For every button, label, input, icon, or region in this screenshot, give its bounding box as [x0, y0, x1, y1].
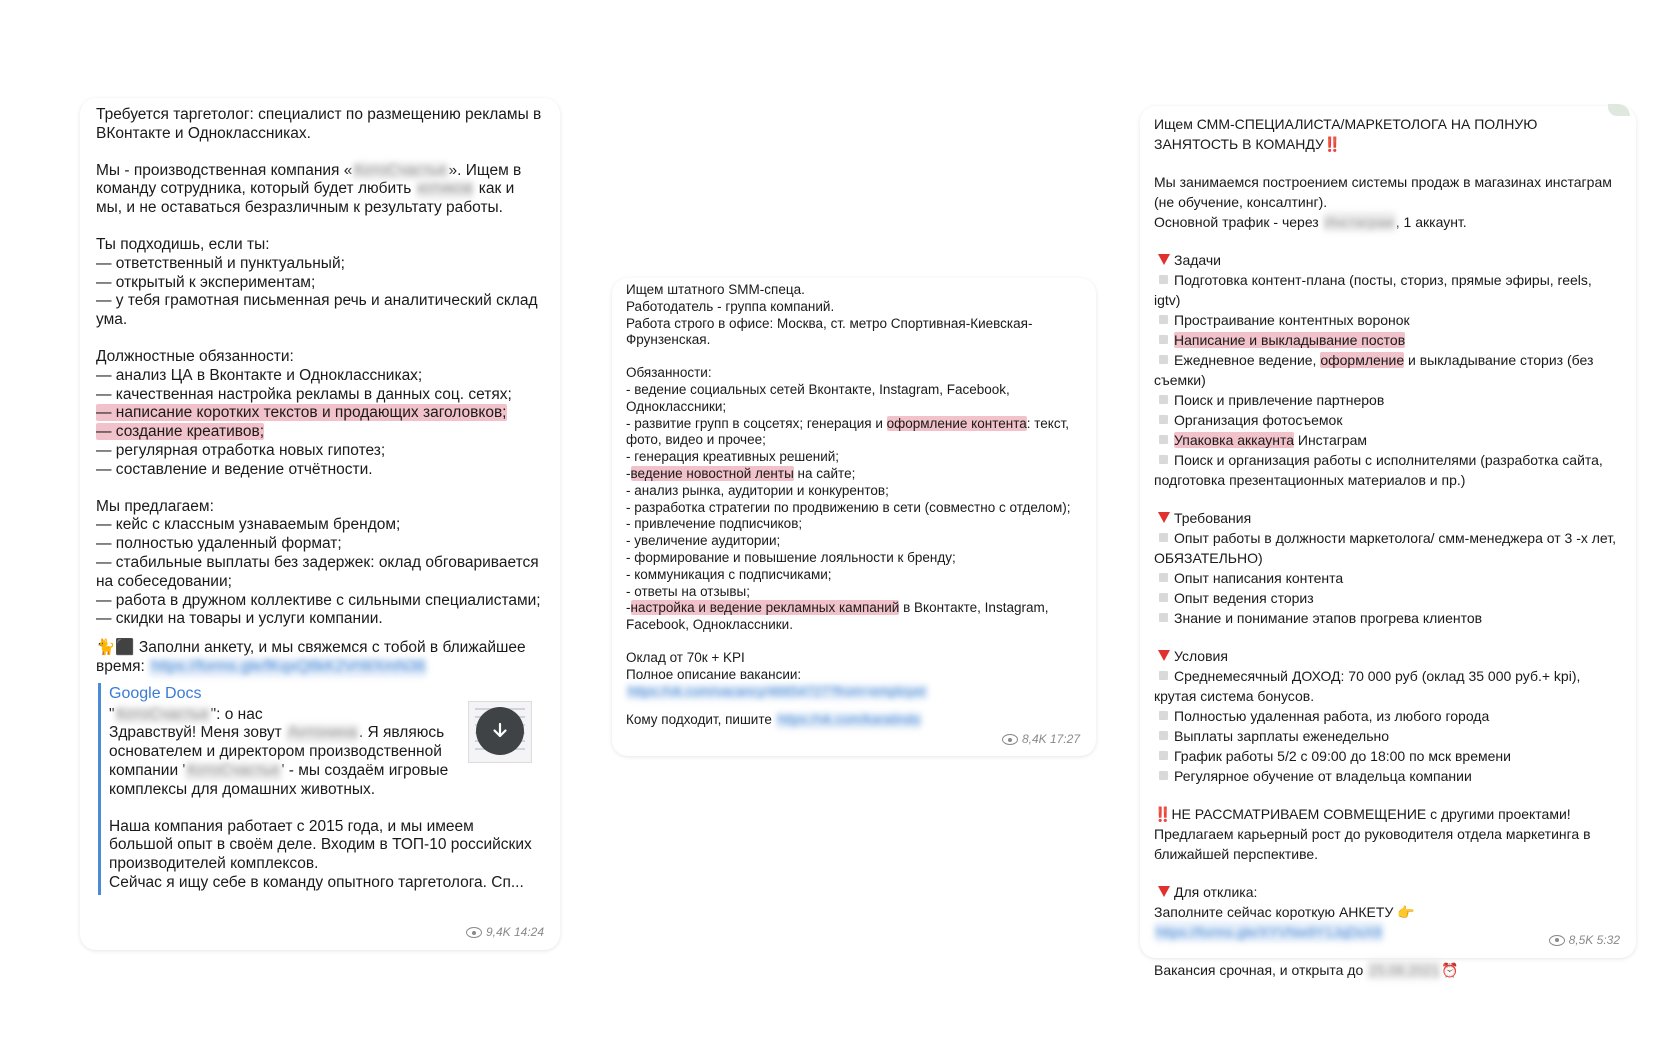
- form-link[interactable]: https://forms.gle/fKqxQ8kK2VrWXmN36: [151, 657, 426, 675]
- square-bullet-icon: [1159, 751, 1168, 760]
- square-bullet-icon: [1159, 355, 1168, 364]
- square-bullet-icon: [1159, 613, 1168, 622]
- highlighted-text: настройка и ведение рекламных кампаний: [630, 600, 900, 616]
- highlighted-text: — написание коротких текстов и продающих заголовков;: [96, 404, 507, 422]
- post-text: ‼️НЕ РАССМАТРИВАЕМ СОВМЕЩЕНИЕ с другими проектами!: [1154, 806, 1571, 822]
- list-item: Опыт написания контента: [1154, 568, 1622, 588]
- section-header: Требования: [1154, 508, 1622, 528]
- post-text: Предлагаем карьерный рост до руководителя отдела маркетинга в ближайшей перспективе.: [1154, 826, 1591, 862]
- post-text: Работодатель - группа компаний.: [626, 298, 835, 314]
- post-text: Мы - производственная компания « КотоСчастье ». Ищем в команду сотрудника, который будет любить котиков как и мы, и не оставаться безразличным к результату работы.: [96, 161, 522, 217]
- vacancy-post-smm: [612, 278, 1096, 756]
- section-header: Условия: [1154, 646, 1622, 666]
- highlighted-text: Упаковка аккаунта: [1174, 432, 1294, 448]
- post-meta: 9,4K 14:24: [466, 923, 544, 942]
- square-bullet-icon: [1159, 731, 1168, 740]
- square-bullet-icon: [1159, 395, 1168, 404]
- vacancy-link[interactable]: https://vk.com/vacancy/46654727?from=employer: [628, 683, 927, 699]
- section-header: Ты подходишь, если ты:: [96, 235, 270, 253]
- eye-icon: [1549, 935, 1565, 946]
- section-header: Задачи: [1154, 250, 1622, 270]
- black-cat-emoji-icon: 🐈⬛: [96, 639, 135, 657]
- preview-text: Сейчас я ищу себе в команду опытного таргетолога. Сп...: [109, 873, 524, 891]
- list-item: — составление и ведение отчётности.: [96, 460, 373, 478]
- list-item: -настройка и ведение рекламных кампаний в Вконтакте, Instagram, Facebook, Одноклассники.: [626, 600, 1049, 633]
- square-bullet-icon: [1159, 771, 1168, 780]
- list-item: — анализ ЦА в Вконтакте и Одноклассниках;: [96, 366, 423, 384]
- list-item: — полностью удаленный формат;: [96, 535, 342, 553]
- square-bullet-icon: [1159, 711, 1168, 720]
- blurred-text: котиков: [417, 180, 473, 198]
- double-exclamation-icon: ‼️: [1154, 806, 1172, 822]
- square-bullet-icon: [1159, 573, 1168, 582]
- post-text: Ищем штатного SMM-спеца.: [626, 282, 805, 297]
- list-item: - ответы на отзывы;: [626, 583, 750, 599]
- list-item: [96, 423, 544, 442]
- vacancy-post-targetologist: [80, 98, 560, 950]
- preview-text: Наша компания работает с 2015 года, и мы имеем большой опыт в своём деле. Входим в ТОП-10 российских производителей комплексов.: [109, 817, 532, 873]
- pointing-hand-icon: 👉: [1397, 904, 1415, 920]
- list-item: Поиск и организация работы с исполнителями (разработка сайта, подготовка презентационных материалов и пр.): [1154, 452, 1603, 488]
- arrow-down-icon: [490, 721, 510, 741]
- list-item: Знание и понимание этапов прогрева клиентов: [1154, 608, 1622, 628]
- post-text: [626, 684, 1082, 701]
- section-header: Для отклика:: [1154, 882, 1622, 902]
- list-item: — качественная настройка рекламы в данных соц. сетях;: [96, 385, 512, 403]
- list-item: [1154, 330, 1622, 350]
- square-bullet-icon: [1159, 275, 1168, 284]
- red-triangle-icon: [1158, 650, 1170, 661]
- list-item: [96, 404, 544, 423]
- list-item: Упаковка аккаунта Инстаграм: [1154, 430, 1622, 450]
- list-item: Подготовка контент-плана (посты, сториз, прямые эфиры, reels, igtv): [1154, 272, 1592, 308]
- alarm-clock-icon: ⏰: [1441, 962, 1459, 978]
- call-to-action: 🐈⬛ Заполни анкету, и мы свяжемся с тобой в ближайшее время: https://forms.gle/fKqxQ8kK2VrWXmN36: [96, 639, 526, 675]
- red-triangle-icon: [1158, 512, 1170, 523]
- list-item: - анализ рынка, аудитории и конкурентов;: [626, 482, 889, 498]
- list-item: График работы 5/2 с 09:00 до 18:00 по мск времени: [1154, 746, 1622, 766]
- highlighted-text: — создание креативов;: [96, 423, 265, 441]
- preview-title: " КотоСчастье ": о нас: [109, 705, 263, 723]
- list-item: Выплаты зарплаты еженедельно: [1154, 726, 1622, 746]
- list-item: — ответственный и пунктуальный;: [96, 254, 345, 272]
- list-item: Опыт работы в должности маркетолога/ смм-менеджера от 3 -х лет, ОБЯЗАТЕЛЬНО): [1154, 530, 1616, 566]
- red-triangle-icon: [1158, 886, 1170, 897]
- vacancy-post-smm-marketer: [1140, 106, 1636, 978]
- post-text: Основной трафик - через Инстаграм , 1 аккаунт.: [1154, 214, 1467, 230]
- list-item: Опыт ведения сториз: [1154, 588, 1622, 608]
- square-bullet-icon: [1159, 533, 1168, 542]
- post-text: Работа строго в офисе: Москва, ст. метро Спортивная-Киевская-Фрунзенская.: [626, 315, 1033, 348]
- list-item: Прострaивание контентных воронок: [1154, 310, 1622, 330]
- list-item: -ведение новостной ленты на сайте;: [626, 465, 856, 481]
- preview-source: Google Docs: [109, 684, 202, 702]
- list-item: - генерация креативных решений;: [626, 449, 840, 465]
- highlighted-text: оформление: [1320, 352, 1405, 368]
- list-item: - формирование и повышение лояльности к бренду;: [626, 549, 956, 565]
- post-text: Мы занимаемся построением системы продаж в магазинах инстаграм (не обучение, консалтинг).: [1154, 174, 1612, 210]
- list-item: - разработка стратегии по продвижению в сети (совместно с отделом);: [626, 499, 1071, 515]
- section-header: Мы предлагаем:: [96, 497, 214, 515]
- post-text: Требуется таргетолог: специалист по размещению рекламы в ВКонтакте и Одноклассниках.: [96, 106, 542, 142]
- form-link[interactable]: https://forms.gle/XYVNw9Y1JqDsX8: [1156, 924, 1382, 940]
- list-item: Поиск и привлечение партнеров: [1154, 390, 1622, 410]
- red-triangle-icon: [1158, 254, 1170, 265]
- square-bullet-icon: [1159, 671, 1168, 680]
- list-item: — регулярная отработка новых гипотез;: [96, 441, 386, 459]
- list-item: - ведение социальных сетей Вконтакте, Instagram, Facebook, Одноклассники;: [626, 381, 1010, 414]
- blurred-text: КотоСчастье: [354, 161, 447, 179]
- square-bullet-icon: [1159, 455, 1168, 464]
- list-item: - развитие групп в соцсетях; генерация и оформление контента: текст, фото, видео и прочее;: [626, 415, 1070, 448]
- list-item: - увеличение аудитории;: [626, 533, 781, 549]
- section-header: Обязанности:: [626, 365, 712, 381]
- list-item: Организация фотосъемок: [1154, 410, 1622, 430]
- post-text: Заполните сейчас короткую АНКЕТУ 👉 https://forms.gle/XYVNw9Y1JqDsX8: [1154, 904, 1415, 940]
- salary-text: Оклад от 70к + KPI: [626, 649, 745, 665]
- list-item: Ежедневное ведение, оформление и выкладывание сториз (без съемки): [1154, 352, 1594, 388]
- post-title: Ищем СММ-СПЕЦИАЛИСТА/МАРКЕТОЛОГА НА ПОЛНУЮ ЗАНЯТОСТЬ В КОМАНДУ‼️: [1154, 116, 1538, 152]
- preview-text: Здравствуй! Меня зовут Антонина . Я являюсь основателем и директором производственной компании ' КотоСчастье ' - мы создаём игровые комплексы для домашних животных.: [109, 724, 449, 798]
- square-bullet-icon: [1159, 335, 1168, 344]
- link-preview[interactable]: [98, 683, 544, 895]
- list-item: — стабильные выплаты без задержек: оклад обговаривается на собеседовании;: [96, 553, 539, 590]
- highlighted-text: оформление контента: [886, 415, 1027, 431]
- highlighted-text: Написание и выкладывание постов: [1174, 332, 1406, 348]
- list-item: — работа в дружном коллективе с сильными специалистами;: [96, 591, 541, 609]
- square-bullet-icon: [1159, 415, 1168, 424]
- list-item: Регулярное обучение от владельца компании: [1154, 766, 1622, 786]
- list-item: — открытый к экспериментам;: [96, 273, 316, 291]
- double-exclamation-icon: ‼️: [1323, 136, 1342, 152]
- post-meta: 8,4K 17:27: [1002, 731, 1080, 748]
- list-item: Полностью удаленная работа, из любого города: [1154, 706, 1622, 726]
- post-meta: 8,5K 5:32: [1549, 930, 1620, 950]
- square-bullet-icon: [1159, 315, 1168, 324]
- eye-icon: [466, 927, 482, 938]
- post-text: Полное описание вакансии:: [626, 666, 802, 682]
- list-item: — у тебя грамотная письменная речь и аналитический склад ума.: [96, 292, 538, 329]
- post-text: Кому подходит, пишите https://vk.com/karatindo: [626, 712, 921, 728]
- download-button[interactable]: [476, 707, 524, 755]
- post-text: Вакансия срочная, и открыта до 25.08.2021 ⏰: [1154, 962, 1459, 978]
- list-item: Среднемесячный ДОХОД: 70 000 руб (оклад 35 000 руб.+ kpi), крутая система бонусов.: [1154, 668, 1581, 704]
- list-item: - коммуникация с подписчиками;: [626, 566, 832, 582]
- blurred-text: Инстаграм: [1324, 214, 1394, 230]
- contact-link[interactable]: https://vk.com/karatindo: [777, 712, 921, 728]
- list-item: - привлечение подписчиков;: [626, 516, 803, 532]
- blurred-text: 25.08.2021: [1369, 962, 1440, 978]
- square-bullet-icon: [1159, 435, 1168, 444]
- list-item: — скидки на товары и услуги компании.: [96, 610, 383, 628]
- section-header: Должностные обязанности:: [96, 347, 294, 365]
- square-bullet-icon: [1159, 593, 1168, 602]
- eye-icon: [1002, 734, 1018, 745]
- list-item: — кейс с классным узнаваемым брендом;: [96, 516, 401, 534]
- highlighted-text: ведение новостной ленты: [630, 465, 794, 481]
